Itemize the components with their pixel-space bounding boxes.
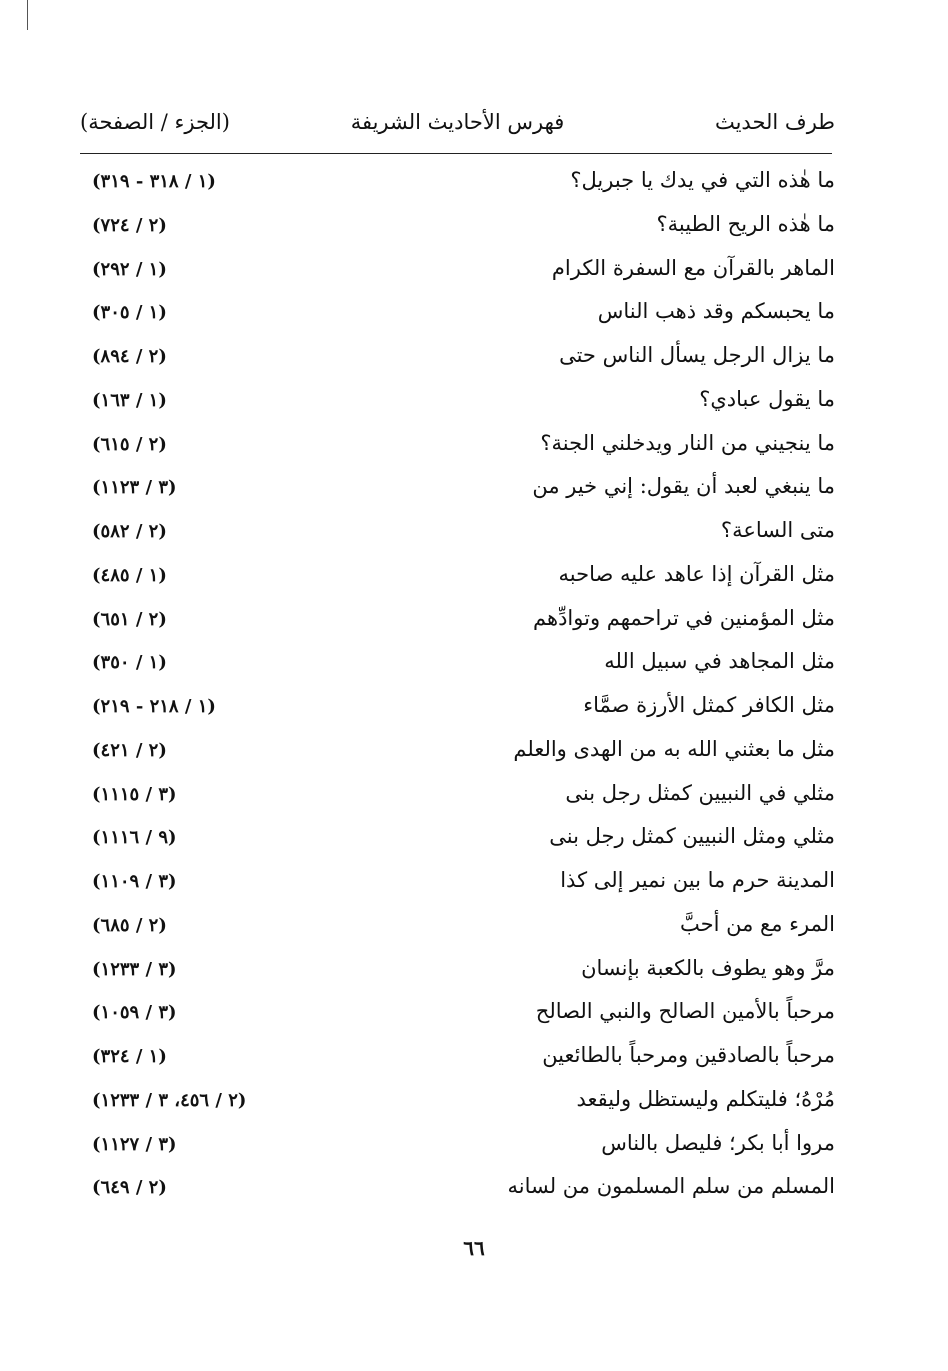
page-header — [80, 110, 835, 146]
hadith-index-list — [80, 162, 835, 1212]
volume-page-reference: (١ / ٣٥٠) — [92, 652, 167, 674]
index-entry — [80, 293, 835, 337]
hadith-text: مروا أبا بكر؛ فليصل بالناس — [601, 1130, 835, 1155]
volume-page-reference: (٣ / ١١٠٩) — [92, 871, 177, 892]
hadith-text: مرحباً بالصادقين ومرحباً بالطائعين — [542, 1043, 835, 1067]
hadith-text: ما يزال الرجل يسأل الناس حتى — [559, 343, 835, 367]
index-entry — [80, 818, 835, 862]
volume-page-reference: (١ / ٢٩٢) — [92, 258, 167, 280]
index-entry — [80, 250, 835, 294]
index-entry — [80, 1037, 835, 1081]
volume-page-reference: (١ / ١٦٣) — [92, 389, 167, 411]
volume-page-reference: (١ / ٤٨٥) — [92, 564, 167, 586]
index-entry — [80, 1168, 835, 1212]
hadith-text: ما هٰذه الريح الطيبة؟ — [656, 211, 835, 236]
volume-page-reference: (٢ / ٦٨٥) — [92, 914, 167, 936]
hadith-text: ما هٰذه التي في يدك يا جبريل؟ — [570, 168, 835, 192]
volume-page-reference: (٢ / ٤٢١) — [92, 739, 167, 761]
index-entry — [80, 337, 835, 381]
volume-page-reference: (١ / ٢١٨ - ٢١٩) — [92, 696, 216, 717]
page-number: ٦٦ — [463, 1236, 485, 1260]
hadith-text: المرء مع من أحبَّ — [680, 911, 835, 936]
hadith-text: مثلي في النبيين كمثل رجل بنى — [565, 780, 835, 805]
hadith-text: مرحباً بالأمين الصالح والنبي الصالح — [535, 999, 835, 1024]
header-index-title: فهرس الأحاديث الشريفة — [350, 110, 565, 134]
index-entry — [80, 1125, 835, 1169]
volume-page-reference: (٢ / ٧٢٤) — [92, 214, 167, 236]
volume-page-reference: (٢ / ٨٩٤) — [92, 346, 167, 367]
header-volume-page-column-title: (الجزء / الصفحة) — [80, 110, 230, 134]
index-entry — [80, 731, 835, 775]
volume-page-reference: (١ / ٣٠٥) — [92, 302, 167, 324]
volume-page-reference: (٢ / ٦١٥) — [92, 433, 167, 455]
index-entry — [80, 468, 835, 512]
volume-page-reference: (١ / ٣١٨ - ٣١٩) — [92, 171, 216, 192]
hadith-text: المدينة حرم ما بين نمير إلى كذا — [560, 868, 835, 892]
hadith-text: ما ينبغي لعبد أن يقول: إني خير من — [532, 474, 835, 499]
hadith-text: ما يحبسكم وقد ذهب الناس — [597, 299, 835, 324]
header-hadith-column-title: طرف الحديث — [714, 110, 835, 134]
volume-page-reference: (٢ / ٦٥١) — [92, 608, 167, 630]
index-entry — [80, 381, 835, 425]
index-entry — [80, 993, 835, 1037]
hadith-text: مثل القرآن إذا عاهد عليه صاحبه — [558, 561, 835, 586]
volume-page-reference: (٣ / ١١٢٧) — [92, 1133, 177, 1155]
hadith-text: مثل الكافر كمثل الأرزة صمَّاء — [583, 693, 835, 717]
hadith-text: متى الساعة؟ — [720, 518, 835, 542]
volume-page-reference: (٢ / ٤٥٦، ٣ / ١٢٣٣) — [92, 1089, 247, 1111]
hadith-text: ما ينجيني من النار ويدخلني الجنة؟ — [540, 430, 835, 455]
index-entry — [80, 162, 835, 206]
hadith-text: المسلم من سلم المسلمون من لسانه — [507, 1174, 835, 1199]
hadith-text: مرَّ وهو يطوف بالكعبة بإنسان — [581, 955, 835, 980]
index-entry — [80, 512, 835, 556]
header-divider — [80, 153, 832, 154]
index-entry — [80, 950, 835, 994]
index-entry — [80, 862, 835, 906]
hadith-text: مثل ما بعثني الله به من الهدى والعلم — [513, 736, 835, 761]
volume-page-reference: (٣ / ١٠٥٩) — [92, 1002, 177, 1024]
volume-page-reference: (٢ / ٥٨٢) — [92, 521, 167, 542]
hadith-text: الماهر بالقرآن مع السفرة الكرام — [551, 255, 835, 280]
index-entry — [80, 425, 835, 469]
index-entry — [80, 906, 835, 950]
hadith-text: مثل المجاهد في سبيل الله — [604, 649, 835, 674]
volume-page-reference: (١ / ٣٢٤) — [92, 1046, 167, 1067]
margin-rule — [27, 0, 28, 30]
volume-page-reference: (٣ / ١١١٥) — [92, 783, 177, 805]
index-entry — [80, 600, 835, 644]
volume-page-reference: (٢ / ٦٤٩) — [92, 1177, 167, 1199]
hadith-text: مثلي ومثل النبيين كمثل رجل بنى — [549, 824, 835, 849]
hadith-text: مُرْهُ؛ فليتكلم وليستظل وليقعد — [576, 1086, 835, 1111]
index-entry — [80, 687, 835, 731]
index-entry — [80, 643, 835, 687]
index-entry — [80, 206, 835, 250]
volume-page-reference: (٣ / ١١٢٣) — [92, 477, 177, 499]
index-entry — [80, 775, 835, 819]
index-entry — [80, 556, 835, 600]
hadith-text: مثل المؤمنين في تراحمهم وتوادِّهم — [533, 605, 835, 630]
volume-page-reference: (٩ / ١١١٦) — [92, 827, 177, 849]
index-entry — [80, 1081, 835, 1125]
volume-page-reference: (٣ / ١٢٣٣) — [92, 958, 177, 980]
hadith-text: ما يقول عبادي؟ — [699, 386, 835, 411]
